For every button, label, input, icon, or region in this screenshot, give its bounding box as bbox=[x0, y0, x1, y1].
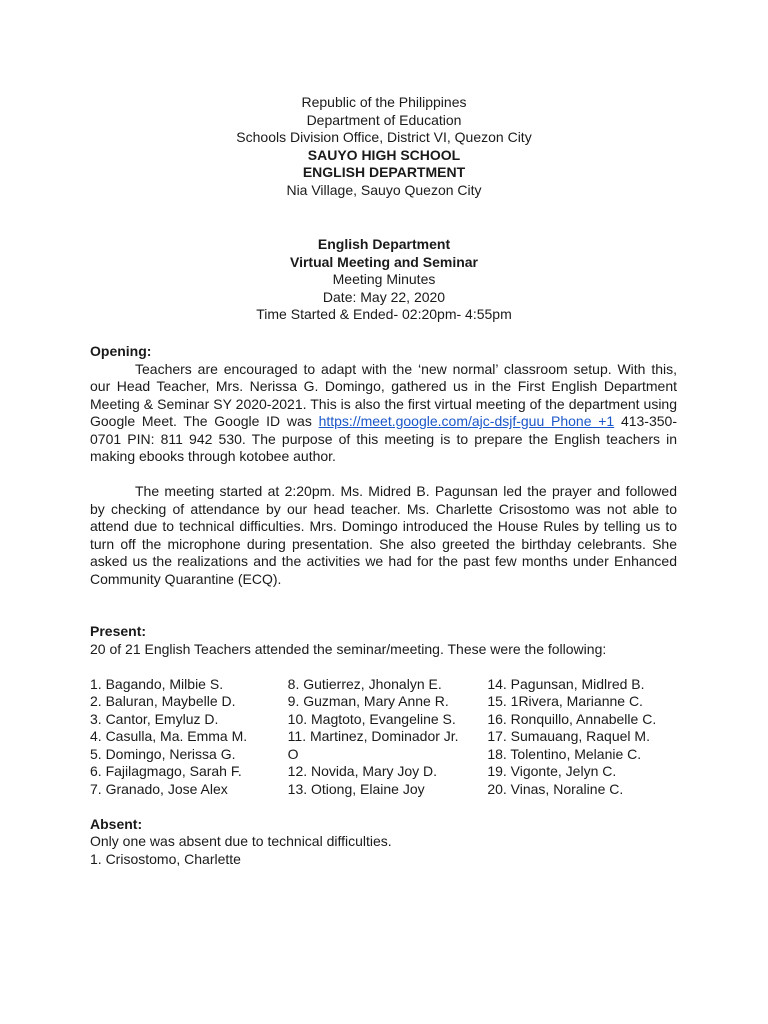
list-item: 12. Novida, Mary Joy D. bbox=[287, 763, 438, 779]
absent-intro: Only one was absent due to technical difficulties. bbox=[90, 833, 392, 849]
list-item: 9. Guzman, Mary Anne R. bbox=[287, 693, 449, 709]
opening-paragraph-2: The meeting started at 2:20pm. Ms. Midred B. Pagunsan led the prayer and followed by checking of attendance by our head teacher. Ms. Charlette Crisostomo was not able to attend due to technical difficulties. Mrs. Domingo introduced the House Rules by telling us to turn off the microphone during presentation. She also greeted the birthday celebrants. She asked us the realizations and the activities we had for the past few months under Enhanced Community Quarantine (ECQ). bbox=[90, 483, 677, 587]
list-item: 8. Gutierrez, Jhonalyn E. bbox=[287, 675, 442, 692]
attendees-list bbox=[90, 676, 677, 799]
title-line2: Virtual Meeting and Seminar bbox=[289, 253, 478, 270]
list-item: 2. Baluran, Maybelle D. bbox=[90, 693, 236, 709]
list-item: 5. Domingo, Nerissa G. bbox=[90, 745, 236, 762]
list-item: 3. Cantor, Emyluz D. bbox=[90, 710, 219, 727]
title-minutes: Meeting Minutes bbox=[332, 271, 436, 287]
list-item: 6. Fajilagmago, Sarah F. bbox=[90, 763, 242, 779]
list-item: 18. Tolentino, Melanie C. bbox=[487, 745, 642, 762]
attendees-column-1 bbox=[90, 676, 288, 799]
header-country: Republic of the Philippines bbox=[301, 94, 467, 110]
letterhead bbox=[0, 94, 768, 199]
meeting-date: Date: May 22, 2020 bbox=[322, 288, 446, 305]
list-item: 20. Vinas, Noraline C. bbox=[487, 780, 624, 797]
meeting-time: Time Started & Ended- 02:20pm- 4:55pm bbox=[256, 306, 512, 322]
list-item: 11. Martinez, Dominador Jr. bbox=[287, 728, 459, 744]
present-heading: Present: bbox=[90, 623, 147, 639]
meet-link[interactable]: https://meet.google.com/ajc-dsjf-guu Phone +1 bbox=[318, 413, 615, 429]
absent-heading: Absent: bbox=[90, 815, 143, 832]
present-intro: 20 of 21 English Teachers attended the seminar/meeting. These were the following: bbox=[90, 640, 607, 657]
list-item: 10. Magtoto, Evangeline S. bbox=[287, 710, 456, 727]
attendees-column-2 bbox=[288, 676, 488, 799]
list-item: 19. Vigonte, Jelyn C. bbox=[487, 763, 617, 779]
header-address: Nia Village, Sauyo Quezon City bbox=[286, 181, 482, 198]
list-item: 1. Bagando, Milbie S. bbox=[90, 675, 224, 692]
list-item: 14. Pagunsan, Midlred B. bbox=[487, 675, 645, 692]
list-item: 17. Sumauang, Raquel M. bbox=[487, 728, 650, 744]
document-title-block bbox=[0, 236, 768, 324]
list-item: 15. 1Rivera, Marianne C. bbox=[487, 693, 643, 709]
list-item: 16. Ronquillo, Annabelle C. bbox=[487, 710, 657, 727]
list-item: 7. Granado, Jose Alex bbox=[90, 780, 228, 797]
header-english-department: ENGLISH DEPARTMENT bbox=[302, 164, 466, 180]
header-division: Schools Division Office, District VI, Quezon City bbox=[236, 129, 532, 145]
attendees-column-3 bbox=[487, 676, 677, 799]
header-school: SAUYO HIGH SCHOOL bbox=[307, 146, 461, 163]
title-line1: English Department bbox=[317, 236, 451, 252]
document-body bbox=[90, 343, 677, 868]
opening-text-1b: 413-350-0701 PIN: 811 942 530. The purpose of this meeting is to prepare the English teachers in making ebooks through kotobee author. bbox=[90, 413, 677, 464]
opening-paragraph-1 bbox=[90, 361, 677, 466]
header-department: Department of Education bbox=[306, 111, 462, 128]
list-item: 4. Casulla, Ma. Emma M. bbox=[90, 728, 248, 744]
opening-text-1a: Teachers are encouraged to adapt with the ‘new normal’ classroom setup. With this, our Head Teacher, Mrs. Nerissa G. Domingo, gathered us in the First English Department Meeting & Seminar SY 2020-2021. This is also the first virtual meeting of the department using Google Meet. The Google ID was bbox=[90, 360, 677, 429]
opening-heading: Opening: bbox=[90, 343, 152, 359]
list-item: 13. Otiong, Elaine Joy bbox=[287, 780, 425, 797]
list-item: O bbox=[287, 745, 299, 762]
absent-item: 1. Crisostomo, Charlette bbox=[90, 850, 241, 867]
